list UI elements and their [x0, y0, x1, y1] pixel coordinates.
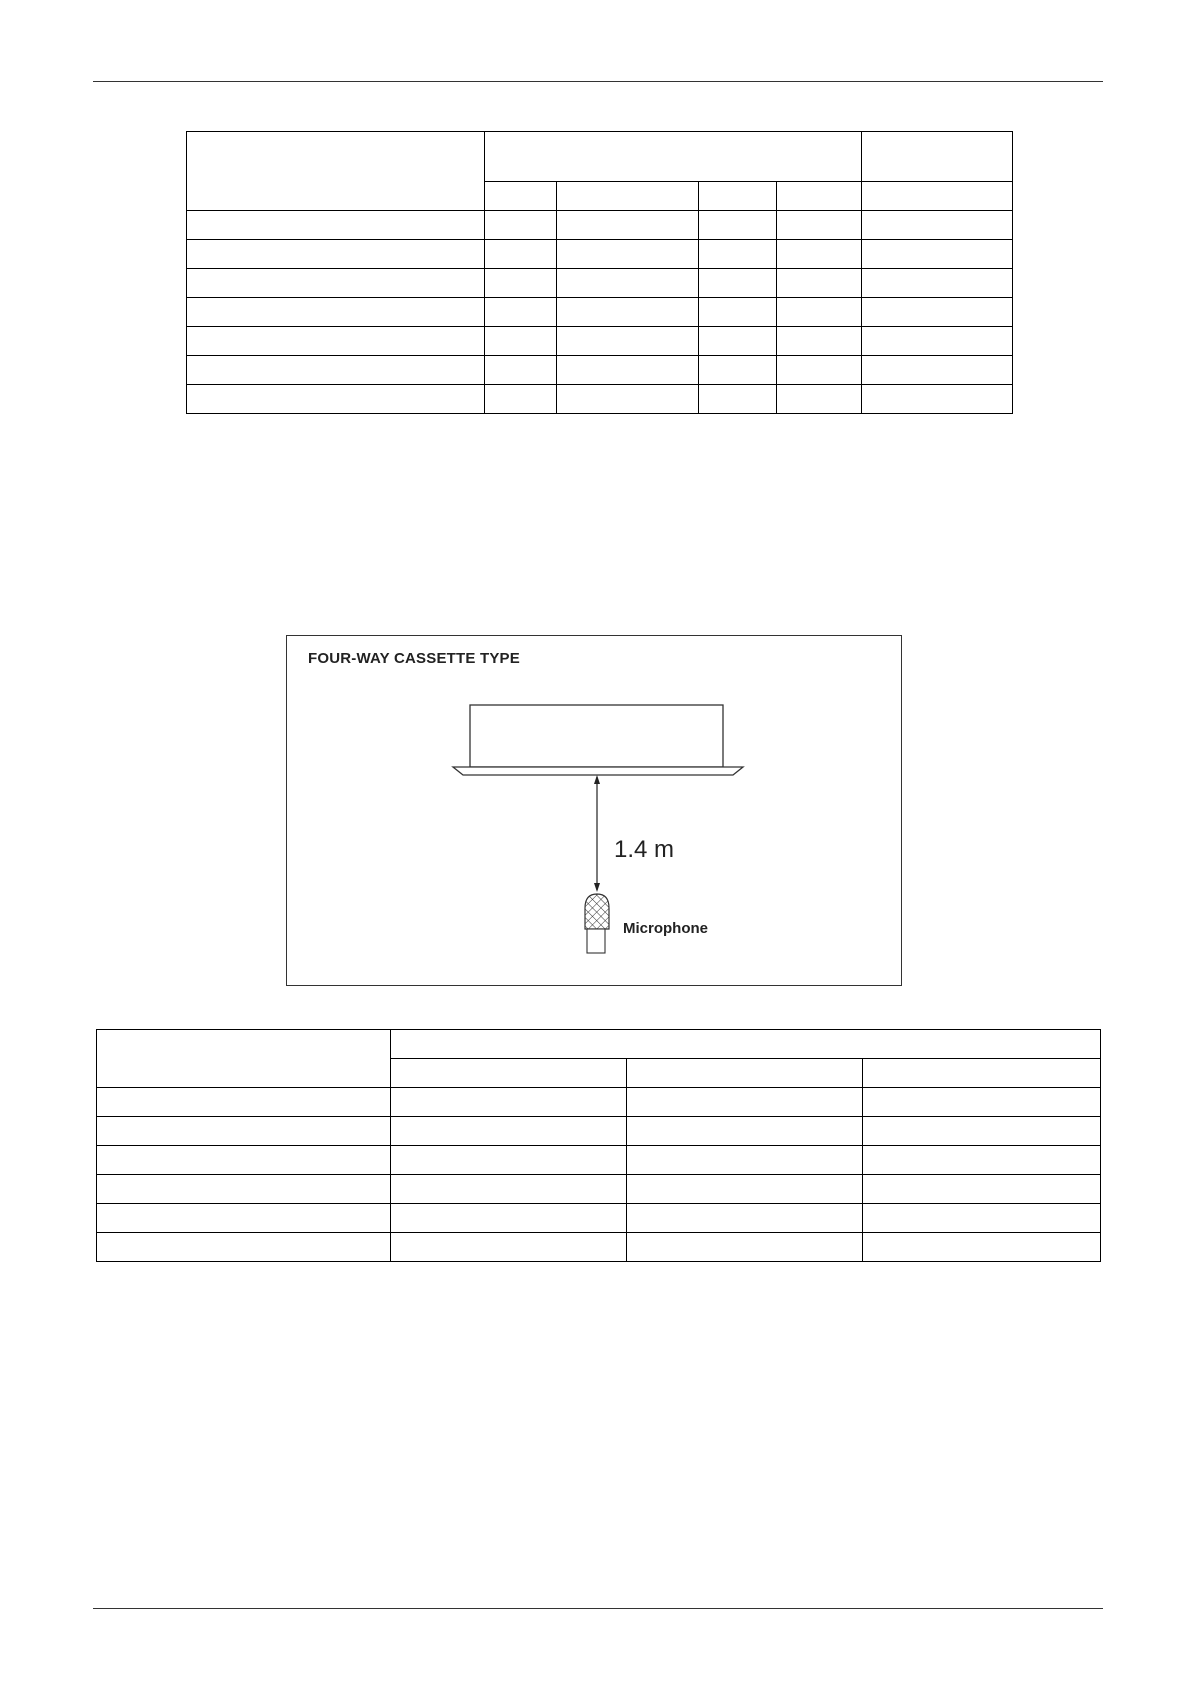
table-cell: [97, 1088, 391, 1117]
table-header-cell: [557, 182, 699, 211]
table-cell: [862, 327, 1013, 356]
sound-level-table-bottom: [96, 1029, 1101, 1262]
table-cell: [777, 211, 862, 240]
table-cell: [187, 327, 485, 356]
table-header-cell: [391, 1059, 627, 1088]
table-row: [97, 1233, 1101, 1262]
dimension-arrow-icon: [594, 775, 600, 892]
table-cell: [627, 1117, 863, 1146]
table-cell: [557, 298, 699, 327]
table-row: [187, 356, 1013, 385]
table-cell: [485, 298, 557, 327]
table-cell: [187, 356, 485, 385]
table-header-cell: [862, 132, 1013, 182]
table-cell: [557, 240, 699, 269]
table-cell: [557, 356, 699, 385]
table-row: [97, 1204, 1101, 1233]
table-cell: [97, 1117, 391, 1146]
table-cell: [97, 1233, 391, 1262]
table-cell: [863, 1146, 1101, 1175]
table-row: [187, 327, 1013, 356]
table-header-cell: [391, 1030, 1101, 1059]
table-cell: [485, 385, 557, 414]
table-row: [97, 1088, 1101, 1117]
table-cell: [485, 356, 557, 385]
table-cell: [777, 298, 862, 327]
measurement-diagram: [287, 636, 900, 984]
table-cell: [391, 1175, 627, 1204]
table-header-cell: [863, 1059, 1101, 1088]
footer-rule: [93, 1608, 1103, 1609]
table-cell: [862, 211, 1013, 240]
table-cell: [777, 269, 862, 298]
table-header-cell: [699, 182, 777, 211]
table-row: [187, 240, 1013, 269]
table-header-cell: [862, 182, 1013, 211]
table-cell: [627, 1204, 863, 1233]
table-cell: [187, 240, 485, 269]
table-row: [97, 1146, 1101, 1175]
table-cell: [557, 385, 699, 414]
table-cell: [485, 269, 557, 298]
table-cell: [863, 1117, 1101, 1146]
table-header-row: [97, 1030, 1101, 1059]
table-cell: [862, 385, 1013, 414]
table-cell: [699, 385, 777, 414]
distance-label: 1.4 m: [614, 836, 675, 863]
table-cell: [557, 211, 699, 240]
table-cell: [187, 298, 485, 327]
table-cell: [391, 1117, 627, 1146]
table-cell: [699, 211, 777, 240]
measurement-figure: [286, 635, 902, 986]
table-header-cell: [777, 182, 862, 211]
table-cell: [863, 1204, 1101, 1233]
table-cell: [699, 298, 777, 327]
table-cell: [777, 356, 862, 385]
table-cell: [485, 327, 557, 356]
table-cell: [862, 269, 1013, 298]
table-cell: [699, 269, 777, 298]
table-cell: [391, 1146, 627, 1175]
table-cell: [863, 1233, 1101, 1262]
table-cell: [627, 1233, 863, 1262]
table-cell: [97, 1175, 391, 1204]
table-cell: [557, 327, 699, 356]
table-cell: [699, 240, 777, 269]
table-cell: [777, 327, 862, 356]
table-cell: [777, 240, 862, 269]
table-cell: [863, 1088, 1101, 1117]
table-header-cell: [97, 1030, 391, 1088]
table-header-cell: [627, 1059, 863, 1088]
table-header-cell: [485, 132, 862, 182]
table-cell: [863, 1175, 1101, 1204]
table-cell: [391, 1233, 627, 1262]
table-cell: [627, 1146, 863, 1175]
table-cell: [187, 211, 485, 240]
table-cell: [627, 1175, 863, 1204]
table-cell: [862, 298, 1013, 327]
table-header-cell: [187, 132, 485, 211]
table-cell: [391, 1088, 627, 1117]
sound-level-table-top: [186, 131, 1013, 414]
table-cell: [699, 356, 777, 385]
table-row: [187, 211, 1013, 240]
table-cell: [557, 269, 699, 298]
table-row: [187, 269, 1013, 298]
header-rule: [93, 81, 1103, 82]
table-cell: [187, 269, 485, 298]
table-cell: [187, 385, 485, 414]
table-cell: [627, 1088, 863, 1117]
table-row: [187, 298, 1013, 327]
figure-title: FOUR-WAY CASSETTE TYPE: [308, 650, 520, 667]
table-row: [187, 385, 1013, 414]
table-header-row: [187, 132, 1013, 182]
table-cell: [391, 1204, 627, 1233]
table-cell: [699, 327, 777, 356]
table-row: [97, 1175, 1101, 1204]
microphone-label: Microphone: [623, 920, 708, 937]
table-cell: [862, 356, 1013, 385]
cassette-unit-icon: [453, 705, 743, 775]
table-cell: [777, 385, 862, 414]
table-cell: [97, 1204, 391, 1233]
table-row: [97, 1117, 1101, 1146]
table-cell: [485, 211, 557, 240]
table-cell: [862, 240, 1013, 269]
table-header-cell: [485, 182, 557, 211]
microphone-icon: [585, 894, 609, 953]
table-cell: [97, 1146, 391, 1175]
table-cell: [485, 240, 557, 269]
